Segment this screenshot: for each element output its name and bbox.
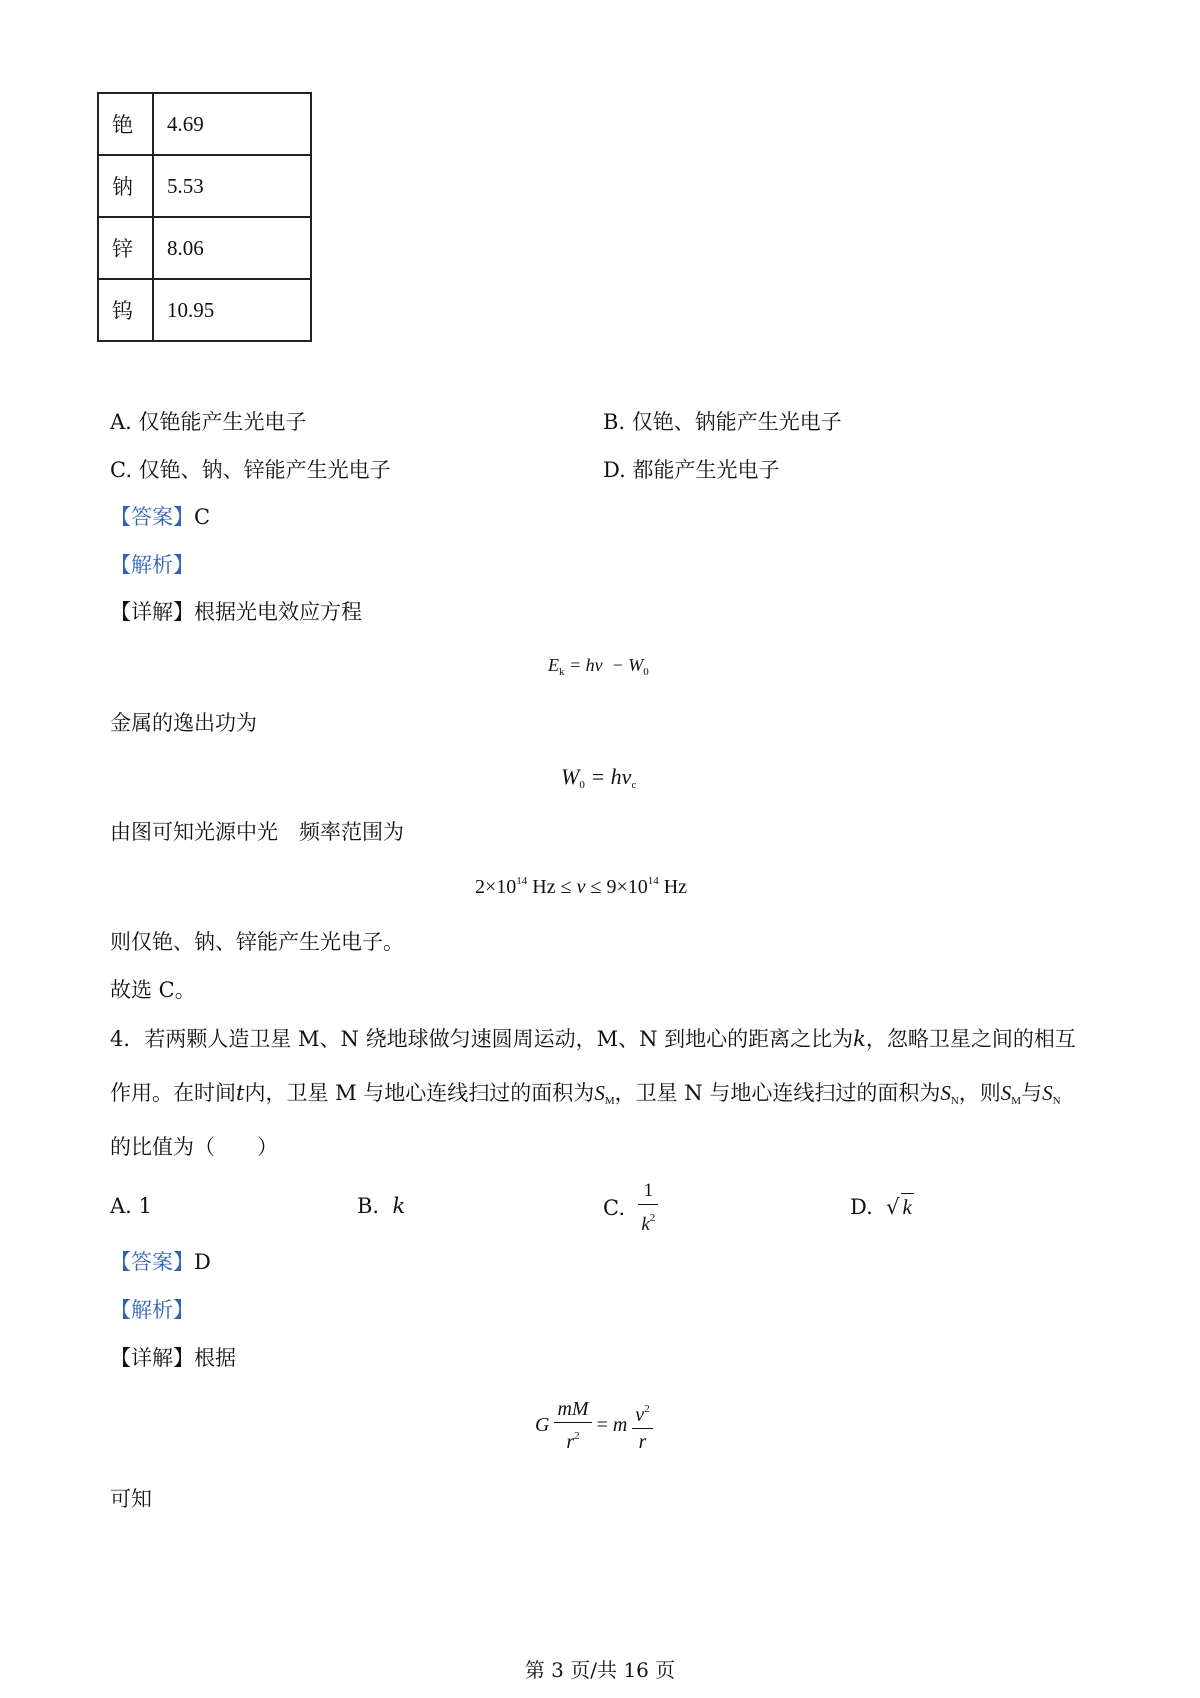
equation-workfunction: $W_0 = h\nu_c$ [561, 764, 637, 791]
symbol-SM: $S_M$ [594, 1081, 615, 1107]
sqrt-k: √ k [886, 1195, 912, 1219]
q4-option-d [850, 1193, 914, 1220]
symbol-SN: $S_N$ [1042, 1081, 1061, 1107]
q3-analysis-tag: 【解析】 [110, 553, 194, 577]
detail-tag: 【详解】 [110, 1346, 194, 1370]
q4-stem-text: ，忽略卫星之间的相互 [865, 1027, 1076, 1051]
symbol-SN: $S_N$ [940, 1081, 959, 1107]
metal-name: 锌 [98, 217, 153, 279]
option-value: k [392, 1194, 406, 1218]
equation-frequency-range: $2\times 10^{14}$ $Hz \le \nu \le 9\times 10^{14}$ Hz [475, 875, 688, 898]
q4-stem-line2 [110, 1080, 1061, 1114]
work-function-table [97, 92, 312, 342]
q4-stem-text: 与 [1021, 1081, 1043, 1105]
detail-tag: 【详解】 [110, 600, 194, 624]
fraction-v2-r: $\frac{v^2}{r}$ [632, 1398, 652, 1453]
table-row [98, 155, 311, 217]
metal-name: 钨 [98, 279, 153, 341]
answer-value: C [194, 505, 211, 529]
symbol-SM: $S_M$ [1000, 1081, 1022, 1107]
metal-name: 钠 [98, 155, 153, 217]
q4-stem-text: ，卫星 N 与地心连线扫过的面积为 [614, 1081, 941, 1105]
answer-value: D [194, 1250, 211, 1274]
metal-value: 10.95 [153, 279, 311, 341]
detail-text: 根据光电效应方程 [194, 600, 362, 624]
q4-option-b [357, 1193, 405, 1219]
q3-answer-line [110, 504, 210, 530]
q4-stem-text: 作用。在时间 [110, 1081, 236, 1105]
q3-option-a: A. 仅铯能产生光电子 [110, 410, 307, 434]
detail-text: 根据 [194, 1346, 236, 1370]
equation-gravity: G $\frac{mM}{r^2}$ = m $\frac{v^2}{r}$ [535, 1398, 653, 1453]
q4-analysis-tag: 【解析】 [110, 1298, 194, 1322]
fraction-mM-r2: $\frac{mM}{r^2}$ [554, 1398, 591, 1453]
q3-conclusion-line: 则仅铯、钠、锌能产生光电子。 [110, 930, 404, 954]
q4-detail-line [110, 1345, 236, 1371]
metal-value: 4.69 [153, 93, 311, 155]
option-label: D. [850, 1195, 873, 1219]
table-row [98, 217, 311, 279]
option-label: C. [603, 1196, 625, 1220]
q4-stem-line1 [110, 1026, 1076, 1052]
q4-answer-line [110, 1249, 211, 1275]
option-label: B. [357, 1194, 380, 1218]
q3-workfunction-line: 金属的逸出功为 [110, 711, 257, 735]
q4-know-line: 可知 [110, 1487, 152, 1511]
q4-stem-text: 4．若两颗人造卫星 M、N 绕地球做匀速圆周运动，M、N 到地心的距离之比为 [110, 1027, 854, 1051]
metal-value: 5.53 [153, 155, 311, 217]
q3-option-c: C. 仅铯、钠、锌能产生光电子 [110, 458, 391, 482]
q3-option-d: D. 都能产生光电子 [603, 458, 780, 482]
q4-stem-text: ，则 [958, 1081, 1001, 1105]
var-t: t [236, 1081, 245, 1105]
var-k: k [853, 1027, 866, 1051]
q4-option-c [603, 1180, 658, 1236]
q4-stem-line3: 的比值为（ ） [110, 1135, 278, 1159]
q4-option-a: A. 1 [110, 1194, 152, 1218]
metal-value: 8.06 [153, 217, 311, 279]
equation-photoelectric: $E_k = h\nu - W_0$ [548, 655, 649, 678]
table-row [98, 93, 311, 155]
q3-detail-line [110, 599, 362, 625]
answer-tag: 【答案】 [110, 1250, 194, 1274]
q3-choose-line: 故选 C。 [110, 978, 196, 1002]
q4-stem-text: 内，卫星 M 与地心连线扫过的面积为 [244, 1081, 595, 1105]
fraction-1-over-k2: $\frac{1}{k^2}$ [638, 1180, 658, 1236]
answer-tag: 【答案】 [110, 505, 194, 529]
q3-option-b: B. 仅铯、钠能产生光电子 [603, 410, 842, 434]
q3-range-line: 由图可知光源中光 频率范围为 [110, 820, 404, 844]
metal-name: 铯 [98, 93, 153, 155]
table-row [98, 279, 311, 341]
page-footer: 第 3 页/共 16 页 [524, 1658, 676, 1682]
